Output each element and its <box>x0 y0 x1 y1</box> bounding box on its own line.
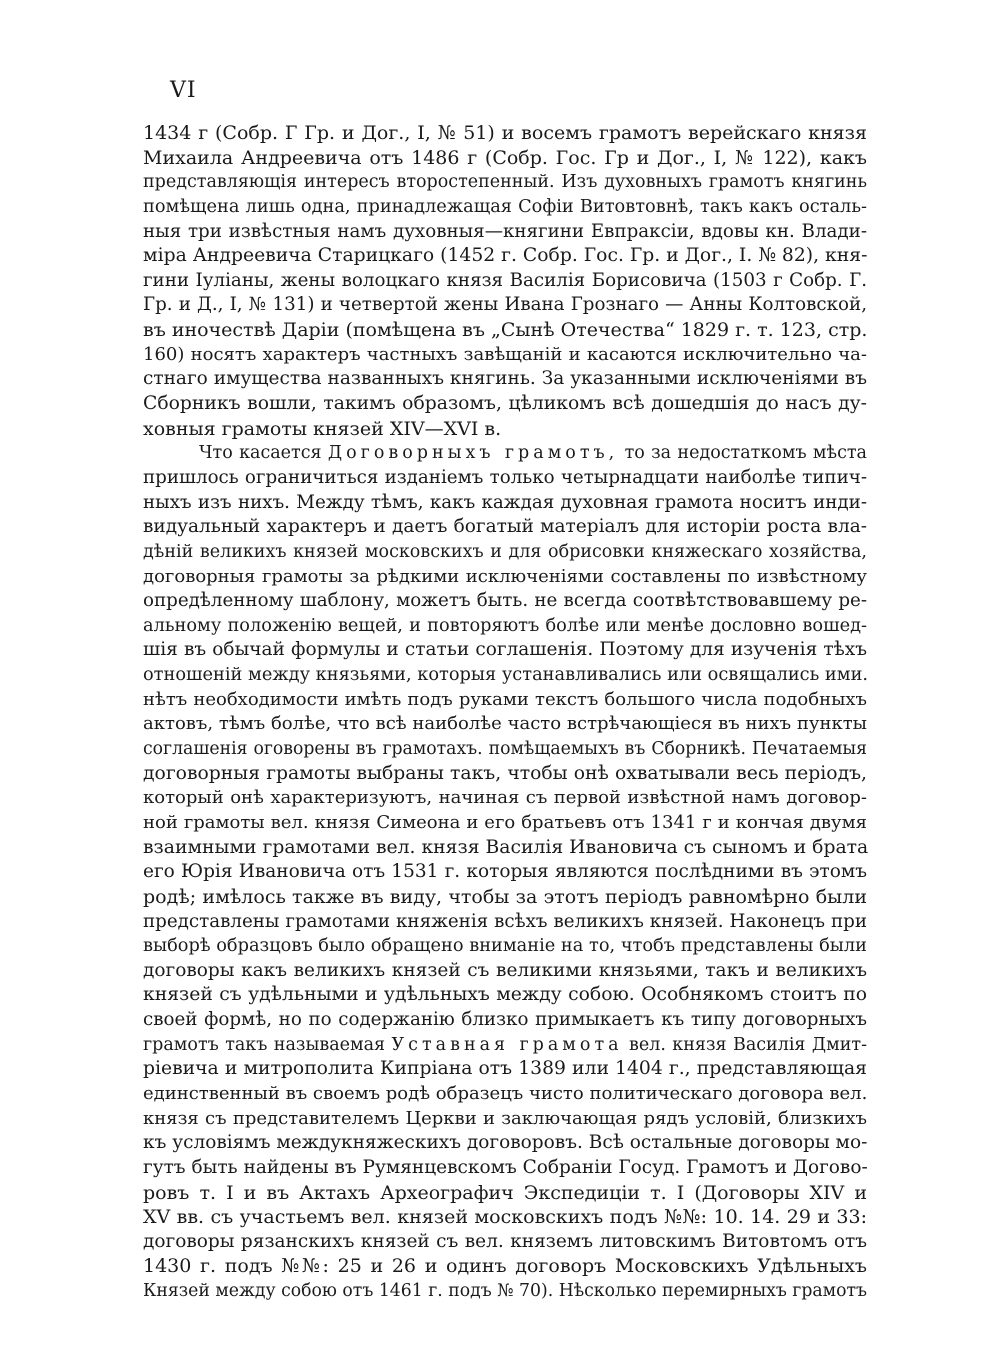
text-line: Сборникъ вошли, такимъ образомъ, цѣликомъ всѣ дошедшія до насъ ду- <box>143 393 867 415</box>
text-line: XV вв. съ участьемъ вел. князей московскихъ подъ №№: 10. 14. 29 и 33: <box>143 1206 867 1229</box>
text-line: представлены грамотами княженія всѣхъ великихъ князей. Наконецъ при <box>143 910 867 932</box>
body-text <box>143 121 867 1304</box>
text-line: договоры какъ великихъ князей съ великими князьями, такъ и великихъ <box>143 959 867 981</box>
text-line: 160) носятъ характеръ частныхъ завѣщаній и касаются исключительно ча- <box>143 343 867 365</box>
text-line: отношеній между князьями, которыя устанавливались или освящались ими. <box>143 665 869 686</box>
page-number: VI <box>170 78 197 103</box>
text-line: ной грамоты вел. князя Симеона и его братьевъ отъ 1341 г и кончая двумя <box>143 811 867 833</box>
spaced-term: Уставная грамота <box>391 1034 623 1055</box>
text-line: князя съ представителемъ Церкви и заключающая рядъ условій, близкихъ <box>143 1107 867 1129</box>
text-line: представляющія интересъ второстепенный. Изъ духовныхъ грамотъ княгинь <box>143 172 867 193</box>
text-line: выборѣ образцовъ было обращено вниманіе на то, чтобъ представлены были <box>143 936 867 957</box>
text-line: соглашенія оговорены въ грамотахъ. помѣщаемыхъ въ Сборникѣ. Печатаемыя <box>143 739 867 760</box>
text-line: ныя три извѣстныя намъ духовныя—княгини Евпраксіи, вдовы кн. Влади- <box>143 220 867 242</box>
text-line: ріевича и митрополита Кипріана отъ 1389 или 1404 г., представляющая <box>143 1058 867 1080</box>
text-line: гини Іуліаны, жены волоцкаго князя Василія Борисовича (1503 г Собр. Г. <box>143 269 867 291</box>
text-line: дѣній великихъ князей московскихъ и для обрисовки княжескаго хозяйства, <box>143 541 867 562</box>
text-line: Князей между собою отъ 1461 г. подъ № 70). Нѣсколько перемирныхъ грамотъ <box>143 1281 867 1302</box>
text-line: въ иночествѣ Даріи (помѣщена въ „Сынѣ Отечества“ 1829 г. т. 123, стр. <box>143 319 868 342</box>
text-line: опредѣленному шаблону, можетъ быть. не всегда соотвѣтствовавшему ре- <box>143 590 867 612</box>
text-line: родѣ; имѣлось также въ виду, чтобы за этотъ періодъ равномѣрно были <box>143 885 867 908</box>
text-line: помѣщена лишь одна, принадлежащая Софіи Витовтовнѣ, такъ какъ осталь- <box>143 196 867 217</box>
text-line: стнаго имущества названныхъ княгинь. За указанными исключеніями въ <box>143 368 867 390</box>
text-line: ныхъ изъ нихъ. Между тѣмъ, какъ каждая духовная грамота носитъ инди- <box>143 491 867 513</box>
text-line: пришлось ограничиться изданіемъ только четырнадцати наиболѣе типич- <box>143 466 867 488</box>
spaced-term: Договорныхъ грамотъ, <box>327 443 619 464</box>
text-line: Михаила Андреевича отъ 1486 г (Собр. Гос. Гр и Дог., I, № 122), какъ <box>143 146 867 169</box>
text-run: вел. князя Василія Дмит- <box>622 1034 867 1055</box>
text-line: князей съ удѣльными и удѣльныхъ между собою. Особнякомъ стоитъ по <box>143 984 867 1006</box>
text-run: то за недостаткомъ мѣста <box>618 443 867 464</box>
text-line: актовъ, тѣмъ болѣе, что всѣ наиболѣе часто встрѣчающіеся въ нихъ пункты <box>143 713 867 735</box>
text-run: грамотъ такъ называемая <box>143 1034 392 1055</box>
text-line: договоры рязанскихъ князей съ вел. княземъ литовскимъ Витовтомъ отъ <box>143 1230 867 1252</box>
text-line: который онѣ характеризуютъ, начиная съ первой извѣстной намъ договор- <box>143 787 867 809</box>
text-line: шія въ обычай формулы и статьи соглашенія. Поэтому для изученія тѣхъ <box>143 639 867 661</box>
text-line: 1434 г (Собр. Г Гр. и Дог., I, № 51) и восемъ грамотъ верейскаго князя <box>143 122 867 144</box>
text-line: его Юрія Ивановича отъ 1531 г. которыя являются послѣдними въ этомъ <box>143 861 867 883</box>
text-line: міра Андреевича Старицкаго (1452 г. Собр. Гос. Гр. и Дог., I. № 82), кня- <box>143 245 868 267</box>
text-line: альному положенію вещей, и повторяютъ болѣе или менѣе дословно вошед- <box>143 615 867 636</box>
text-line: ровъ т. I и въ Актахъ Археографич Экспедиціи т. I (Договоры XIV и <box>143 1181 867 1204</box>
text-line: видуальный характеръ и даетъ богатый матеріалъ для исторіи роста вла- <box>143 516 867 538</box>
text-line: договорныя грамоты за рѣдкими исключеніями составлены по извѣстному <box>143 565 867 587</box>
text-line: единственный въ своемъ родѣ образецъ чисто политическаго договора вел. <box>143 1082 868 1104</box>
text-line: къ условіямъ междукняжескихъ договоровъ. Всѣ остальные договоры мо- <box>143 1132 868 1154</box>
text-line: нѣтъ необходимости имѣть подъ руками текстъ большого числа подобныхъ <box>143 688 867 710</box>
text-line: 1430 г. подъ №№: 25 и 26 и одинъ договоръ Московскихъ Удѣльныхъ <box>143 1255 867 1278</box>
text-line: взаимными грамотами вел. князя Василія Ивановича съ сыномъ и брата <box>143 836 869 858</box>
text-run: Что касается <box>199 443 328 464</box>
text-line: гутъ быть найдены въ Румянцевскомъ Собраніи Госуд. Грамотъ и Догово- <box>143 1156 868 1178</box>
text-line: ховныя грамоты князей XIV—XVI в. <box>143 417 502 440</box>
text-line <box>143 1033 867 1058</box>
text-line: Гр. и Д., I, № 131) и четвертой жены Ивана Грознаго — Анны Колтовской, <box>143 294 867 316</box>
text-line: договорныя грамоты выбраны такъ, чтобы онѣ охватывали весь періодъ, <box>143 762 867 784</box>
text-line <box>143 441 867 466</box>
text-line: своей формѣ, но по содержанію близко примыкаетъ къ типу договорныхъ <box>143 1009 867 1031</box>
